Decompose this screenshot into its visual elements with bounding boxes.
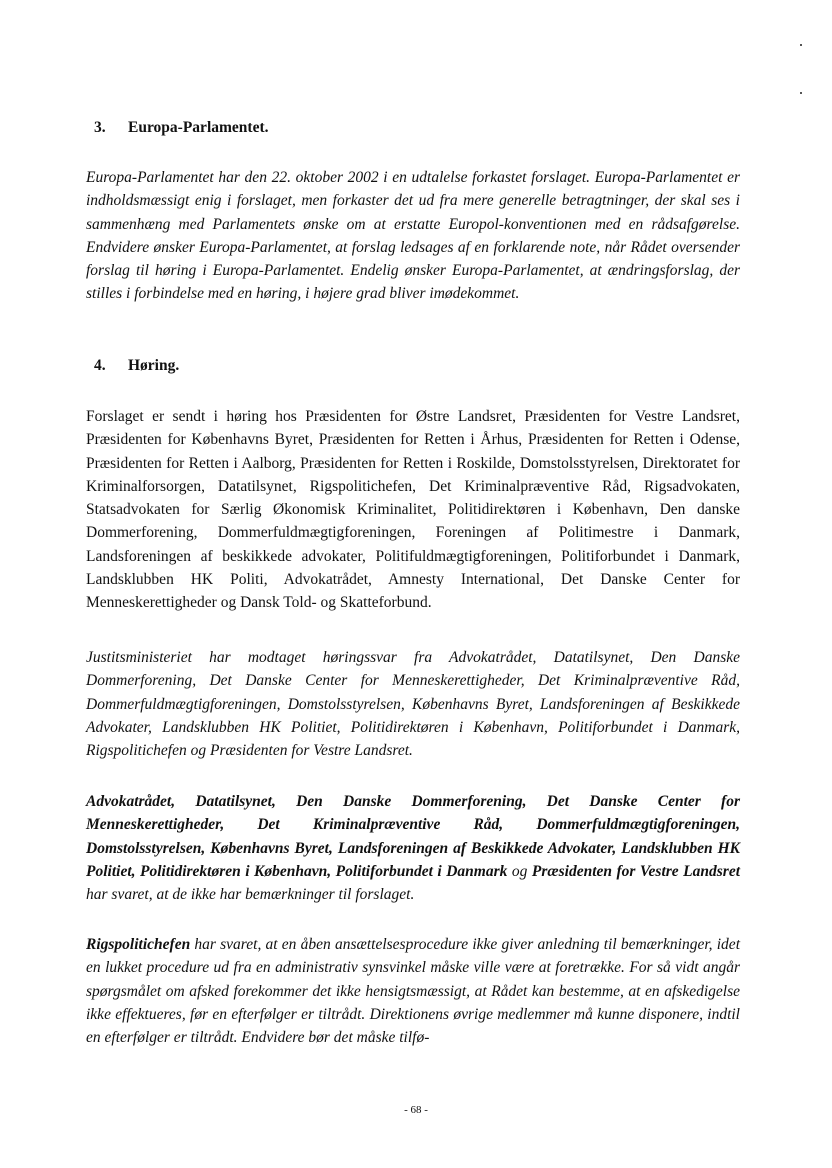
scan-speck	[800, 92, 802, 94]
no-remarks-conjunction: og	[507, 862, 532, 880]
section-4-title: Høring.	[128, 357, 180, 374]
no-remarks-paragraph	[86, 790, 740, 906]
section-3-number: 3.	[94, 119, 106, 136]
section-3-title: Europa-Parlamentet.	[128, 119, 269, 136]
rigspolitichef-paragraph	[86, 933, 740, 1049]
section-4-body: Forslaget er sendt i høring hos Præsidenten for Østre Landsret, Præsidenten for Vestre Landsret, Præsidenten for Københavns Byret, Præsidenten for Retten i Århus, Præsidenten for Retten i Odense, Præsidenten for Retten i Aalborg, Præsidenten for Retten i Roskilde, Domstolsstyrelsen, Direktoratet for Kriminalforsorgen, Datatilsynet, Rigspolitichefen, Det Kriminalpræventive Råd, Rigsadvokaten, Statsadvokaten for Særlig Økonomisk Kriminalitet, Politidirektøren i København, Den danske Dommerforening, Dommerfuldmægtigforeningen, Foreningen af Politimestre i Danmark, Landsforeningen af beskikkede advokater, Politifuldmægtigforeningen, Politiforbundet i Danmark, Landsklubben HK Politi, Advokatrådet, Amnesty International, Det Danske Center for Menneskerettigheder og Dansk Told- og Skatteforbund.	[86, 408, 740, 612]
section-3-body: Europa-Parlamentet har den 22. oktober 2002 i en udtalelse forkastet forslaget. Europa-Parlamentet er indholdsmæssigt enig i forslaget, men forkaster det ud fra mere generelle betragtninger, der skal ses i sammenhæng med Parlamentets ønske om at erstatte Europol-konventionen med en rådsafgørelse. Endvidere ønsker Europa-Parlamentet, at forslag ledsages af en forklarende note, når Rådet oversender forslag til høring i Europa-Parlamentet. Endelig ønsker Europa-Parlamentet, at ændringsforslag, der stilles i forbindelse med en høring, i højere grad bliver imødekommet.	[86, 169, 740, 303]
section-4-heading	[94, 356, 179, 376]
section-3-heading	[94, 118, 268, 138]
page-number: - 68 -	[404, 1104, 428, 1116]
no-remarks-respondents: Advokatrådet, Datatilsynet, Den Danske Dommerforening, Det Danske Center for Menneskerettigheder, Det Kriminalpræventive Råd, Dommerfuldmægtigforeningen, Domstolsstyrelsen, Københavns Byret, Landsforeningen af Beskikkede Advokater, Landsklubben HK Politiet, Politidirektøren i København, Politiforbundet i Danmark	[86, 793, 740, 880]
hearing-responses-paragraph: Justitsministeriet har modtaget høringssvar fra Advokatrådet, Datatilsynet, Den Danske Dommerforening, Det Danske Center for Menneskerettigheder, Det Kriminalpræventive Råd, Dommerfuldmægtigforeningen, Domstolsstyrelsen, Københavns Byret, Landsforeningen af Beskikkede Advokater, Landsklubben HK Politiet, Politidirektøren i København, Politiforbundet i Danmark, Rigspolitichefen og Præsidenten for Vestre Landsret.	[86, 649, 740, 760]
no-remarks-statement: har svaret, at de ikke har bemærkninger til forslaget.	[86, 886, 415, 904]
no-remarks-last-respondent: Præsidenten for Vestre Landsret	[531, 862, 741, 880]
rigspolitichef-statement: har svaret, at en åben ansættelsesprocedure ikke giver anledning til bemærkninger, idet en lukket procedure ud fra en administrativ synsvinkel måske ville være at foretrække. For så vidt angår spørgsmålet om afsked forekommer det ikke hensigtsmæssigt, at Rådet kan bestemme, at en afskedigelse ikke effektueres, før en efterfølger er tiltrådt. Direktionens øvrige medlemmer må kunne disponere, indtil en efterfølger er tiltrådt. Endvidere bør det måske tilfø-	[86, 936, 740, 1047]
section-4-number: 4.	[94, 357, 106, 374]
rigspolitichef-name: Rigspolitichefen	[86, 936, 191, 953]
scan-speck	[800, 44, 802, 46]
